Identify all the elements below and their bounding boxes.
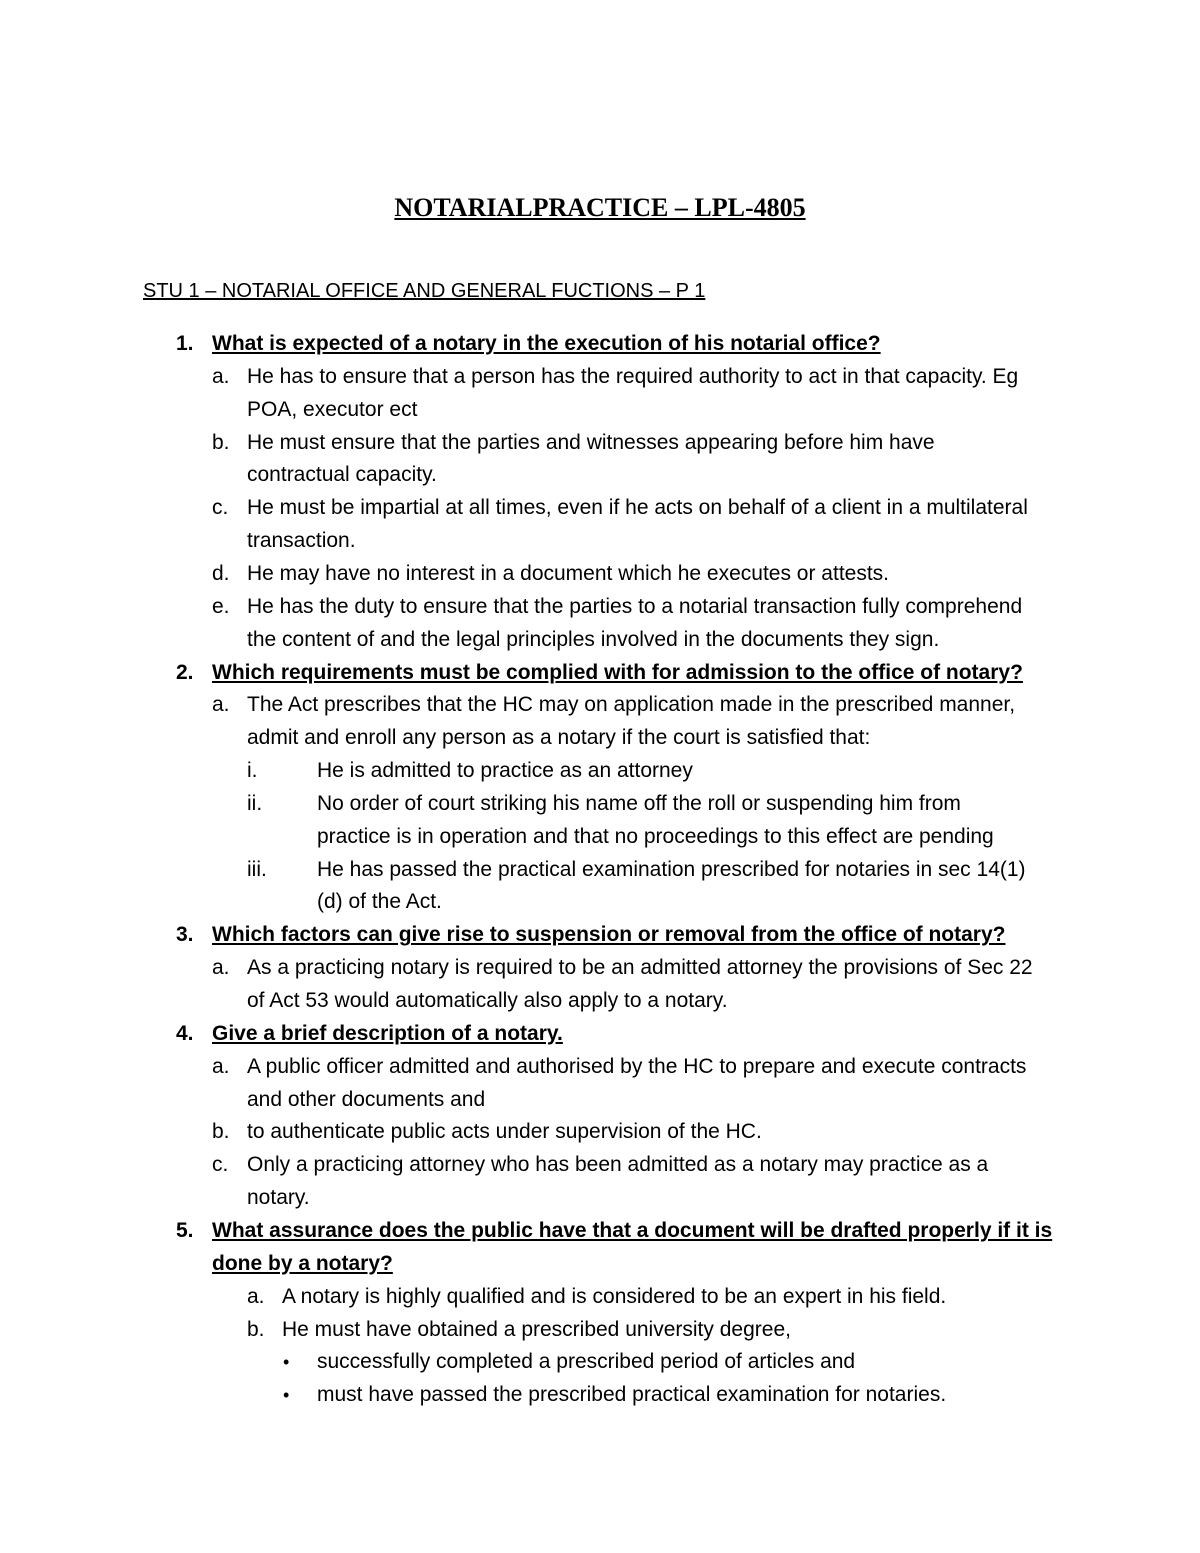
sub-item-text: (d) of the Act.	[317, 890, 442, 914]
answer-text: He has to ensure that a person has the required authority to act in that capacity. Eg	[247, 364, 1019, 388]
answer-marker: e.	[212, 594, 230, 618]
answer-marker: a.	[212, 1054, 230, 1078]
question-text: What assurance does the public have that a document will be drafted properly if it is	[212, 1218, 1053, 1242]
answer-marker: c.	[212, 496, 229, 520]
question-text: Which factors can give rise to suspension or removal from the office of notary?	[212, 923, 1006, 947]
answer-text: the content of and the legal principles involved in the documents they sign.	[247, 627, 940, 651]
sub-item-marker: ii.	[247, 791, 263, 815]
answer-marker: b.	[247, 1317, 265, 1341]
question-text: done by a notary?	[212, 1251, 393, 1275]
question-number: 4.	[176, 1021, 194, 1045]
question-number: 3.	[176, 923, 194, 947]
bullet-icon: •	[283, 1352, 290, 1373]
answer-marker: a.	[247, 1284, 265, 1308]
question-text: What is expected of a notary in the execution of his notarial office?	[212, 332, 881, 355]
answer-text: A public officer admitted and authorised by the HC to prepare and execute contracts	[247, 1054, 1027, 1078]
answer-marker: c.	[212, 1153, 229, 1177]
section-heading: STU 1 – NOTARIAL OFFICE AND GENERAL FUCTIONS – P 1	[143, 280, 706, 302]
bullet-text: successfully completed a prescribed period of articles and	[317, 1350, 856, 1374]
sub-item-text: No order of court striking his name off the roll or suspending him from	[317, 791, 961, 815]
answer-marker: a.	[212, 956, 230, 980]
answer-text: POA, executor ect	[247, 397, 418, 421]
bullet-text: must have passed the prescribed practical examination for notaries.	[317, 1383, 947, 1407]
answer-marker: a.	[212, 693, 230, 717]
answer-marker: a.	[212, 364, 230, 388]
question-number: 2.	[176, 660, 194, 684]
question-text: Which requirements must be complied with for admission to the office of notary?	[212, 660, 1023, 684]
answer-text: to authenticate public acts under supervision of the HC.	[247, 1120, 762, 1144]
answer-marker: b.	[212, 1120, 230, 1144]
answer-marker: d.	[212, 561, 230, 585]
answer-text: contractual capacity.	[247, 463, 437, 487]
answer-text: Only a practicing attorney who has been admitted as a notary may practice as a	[247, 1153, 989, 1177]
answer-text: A notary is highly qualified and is considered to be an expert in his field.	[282, 1284, 947, 1308]
answer-text: As a practicing notary is required to be an admitted attorney the provisions of Sec 22	[247, 956, 1033, 980]
question-text: Give a brief description of a notary.	[212, 1021, 563, 1045]
answer-text: and other documents and	[247, 1087, 486, 1111]
answer-text: He has the duty to ensure that the parties to a notarial transaction fully comprehend	[247, 594, 1023, 618]
bullet-icon: •	[283, 1385, 290, 1406]
answer-text: of Act 53 would automatically also apply to a notary.	[247, 989, 728, 1012]
answer-text: admit and enroll any person as a notary if the court is satisfied that:	[247, 726, 871, 750]
answer-text: He may have no interest in a document which he executes or attests.	[247, 561, 890, 585]
answer-marker: b.	[212, 430, 230, 454]
answer-text: transaction.	[247, 529, 356, 553]
sub-item-text: He has passed the practical examination prescribed for notaries in sec 14(1)	[317, 857, 1026, 881]
sub-item-marker: i.	[247, 759, 258, 783]
answer-text: The Act prescribes that the HC may on application made in the prescribed manner,	[247, 693, 1016, 717]
sub-item-text: He is admitted to practice as an attorney	[317, 759, 693, 783]
answer-text: He must ensure that the parties and witnesses appearing before him have	[247, 430, 935, 454]
sub-item-marker: iii.	[247, 857, 267, 881]
answer-text: notary.	[247, 1186, 310, 1210]
question-number: 1.	[176, 332, 194, 355]
sub-item-text: practice is in operation and that no proceedings to this effect are pending	[317, 824, 994, 848]
answer-text: He must be impartial at all times, even if he acts on behalf of a client in a multilateral	[247, 496, 1028, 520]
answer-text: He must have obtained a prescribed university degree,	[282, 1317, 791, 1341]
question-number: 5.	[176, 1218, 194, 1242]
document-title: NOTARIALPRACTICE – LPL-4805	[394, 193, 806, 222]
